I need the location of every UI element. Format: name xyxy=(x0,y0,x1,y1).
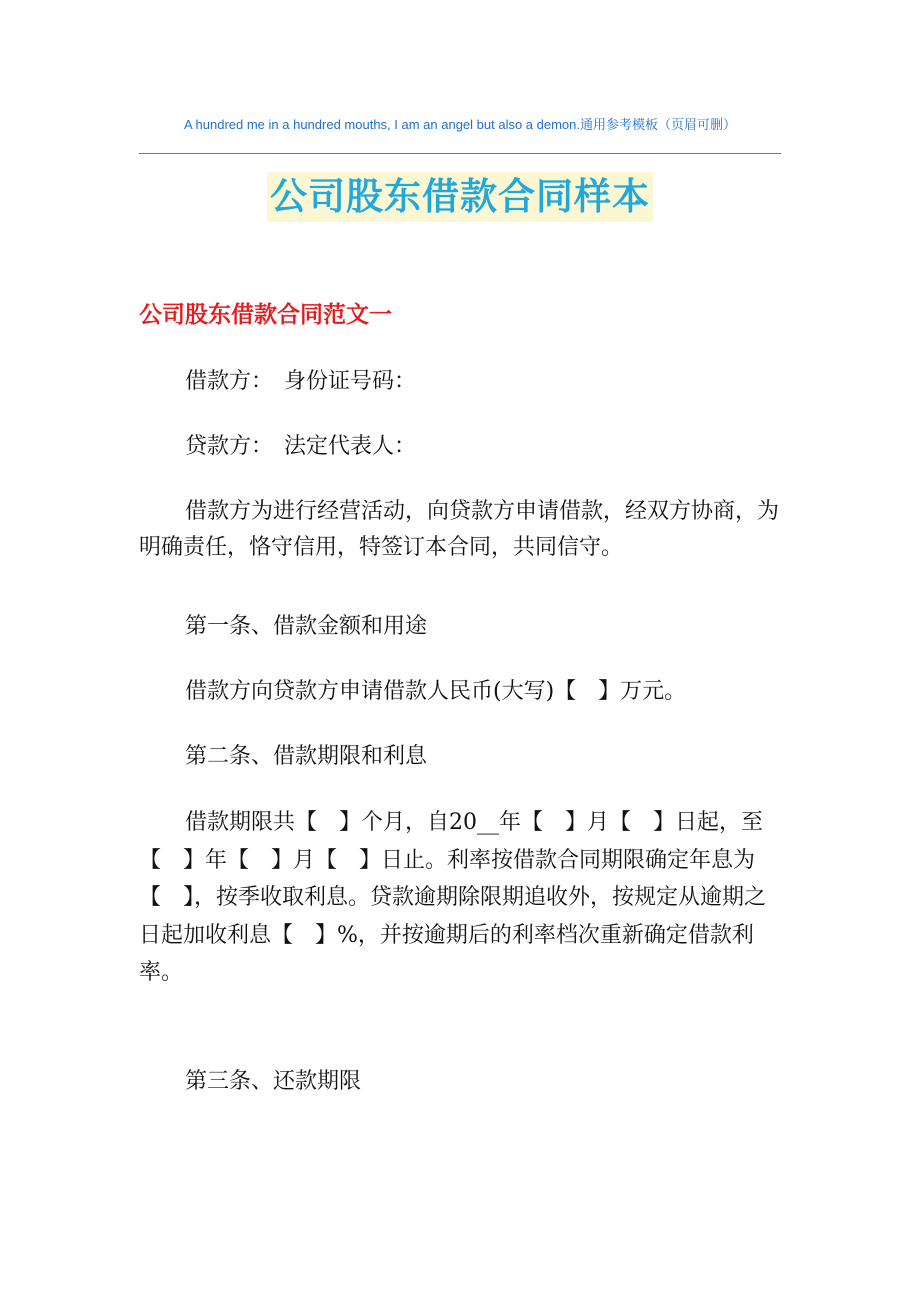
lender-line: 贷款方： 法定代表人： xyxy=(185,434,417,459)
loan-term-paragraph: 借款期限共【 】个月，自20__年【 】月【 】日起，至【 】年【 】月【 】日止。利率按借款合同期限确定年息为【 】，按季收取利息。贷款逾期除限期追收外，按规定从逾期之日起加收利息【 】%，并按逾期后的利率档次重新确定借款利率。 xyxy=(139,810,767,985)
article-two-heading: 第二条、借款期限和利息 xyxy=(185,744,428,769)
article-three-heading: 第三条、还款期限 xyxy=(185,1069,362,1094)
document-title: 公司股东借款合同样本 xyxy=(267,172,653,222)
borrower-line: 借款方： 身份证号码： xyxy=(185,369,417,394)
page-header-text: A hundred me in a hundred mouths, I am an angel but also a demon.通用参考模板（页眉可删） xyxy=(183,117,737,132)
preamble-paragraph: 借款方为进行经营活动，向贷款方申请借款，经双方协商，为明确责任，恪守信用，特签订本合同，共同信守。 xyxy=(139,499,780,560)
title-container xyxy=(0,172,920,222)
article-one-heading: 第一条、借款金额和用途 xyxy=(185,614,428,639)
loan-amount-paragraph: 借款方向贷款方申请借款人民币(大写)【 】万元。 xyxy=(185,679,687,704)
header-divider xyxy=(139,153,781,154)
section-heading: 公司股东借款合同范文一 xyxy=(139,302,392,328)
